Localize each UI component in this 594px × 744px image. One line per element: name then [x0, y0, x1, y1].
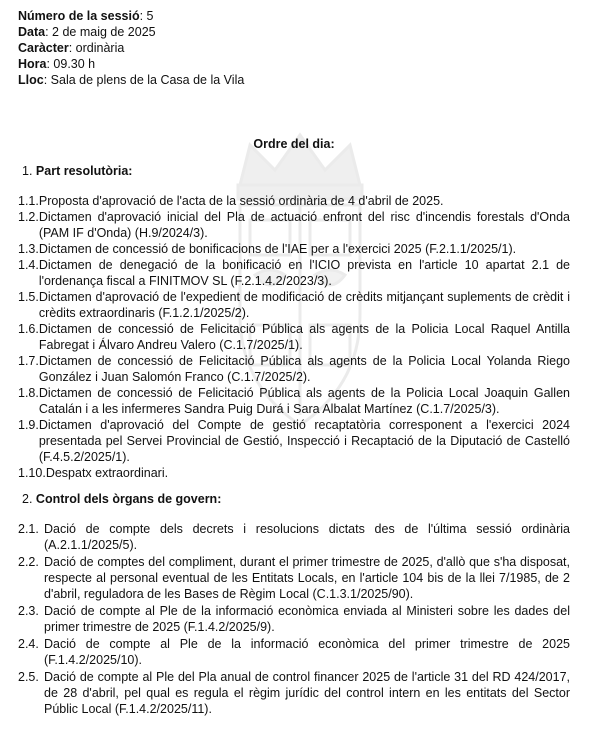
agenda-item-number: 1.6. [18, 322, 39, 336]
agenda-title: Ordre del dia: [253, 137, 335, 151]
agenda-item-number: 2.5. [18, 670, 39, 684]
meta-label: Lloc [18, 73, 44, 87]
agenda-item [18, 636, 570, 668]
agenda-item [18, 289, 570, 321]
agenda-item-number: 1.4. [18, 258, 39, 272]
meta-label: Data [18, 25, 46, 39]
agenda-item-text: Dació de compte al Ple del Pla anual de control financer 2025 de l'article 31 del RD 424/2017, de 28 d'abril, pel qual es regula el règim jurídic del control intern en les entitats del Sector Públic Local (F.1.4.2/2025/11). [44, 670, 570, 716]
meta-label: Hora [18, 57, 47, 71]
agenda-item [18, 603, 570, 635]
agenda-item-text: Dictamen d'aprovació de l'expedient de modificació de crèdits mitjançant suplements de crèdit i crèdits extraordinaris (F.1.2.1/2025/2). [38, 290, 570, 320]
meta-label: Número de la sessió [18, 9, 140, 23]
agenda-item [18, 353, 570, 385]
agenda-item [18, 193, 570, 209]
document-page [18, 8, 570, 718]
meta-session-number [18, 8, 570, 24]
meta-value: : 09.30 h [46, 57, 96, 71]
session-meta [18, 8, 570, 88]
meta-date [18, 24, 570, 40]
section-1-items [18, 193, 570, 481]
agenda-item-number: 2.3. [18, 604, 39, 618]
agenda-item [18, 321, 570, 353]
agenda-item-text: Dació de compte dels decrets i resolucions dictats des de l'última sessió ordinària (A.2.1.1/2025/5). [44, 522, 570, 552]
agenda-item-text: Dació de comptes del compliment, durant el primer trimestre de 2025, d'allò que s'ha disposat, respecte al personal eventual de les Entitats Locals, en l'article 104 bis de la llei 7/1985, de 2 d'abril, reguladora de les Bases de Règim Local (C.1.3.1/2025/90). [44, 555, 570, 601]
meta-value: : 5 [139, 9, 154, 23]
section-2 [18, 491, 570, 717]
agenda-item [18, 521, 570, 553]
agenda-item-number: 1.7. [18, 354, 39, 368]
section-title: Part resolutòria: [35, 164, 133, 178]
agenda-item-text: Dictamen de concessió de Felicitació Pública als agents de la Policia Local Yolanda Riego González i Juan Salomón Franco (C.1.7/2025/2). [38, 354, 570, 384]
agenda-item [18, 385, 570, 417]
agenda-item-text: Dictamen de denegació de la bonificació en l'ICIO prevista en l'article 10 apartat 2.1 de l'ordenança fiscal a FINITMOV SL (F.2.1.4.2/2023/3). [38, 258, 570, 288]
agenda-item-number: 2.1. [18, 522, 39, 536]
section-number: 2. [22, 492, 33, 506]
agenda-item-number: 2.2. [18, 555, 39, 569]
agenda-item [18, 417, 570, 465]
agenda-item-text: Dació de compte al Ple de la informació econòmica enviada al Ministeri sobre les dades del primer trimestre de 2025 (F.1.4.2/2025/9). [44, 604, 570, 634]
agenda-item-number: 1.9. [18, 418, 39, 432]
agenda-item-number: 1.1. [18, 194, 39, 208]
agenda-item [18, 209, 570, 241]
agenda-item-text: Dictamen de concessió de Felicitació Pública als agents de la Policia Local Joaquin Gallen Catalán i a les infermeres Sandra Puig Durá i Sara Albalat Martínez (C.1.7/2025/3). [38, 386, 570, 416]
section-heading [22, 163, 570, 179]
section-title: Control dels òrgans de govern: [35, 492, 222, 506]
agenda-item [18, 554, 570, 602]
agenda-item-text: Dictamen de concessió de Felicitació Pública als agents de la Policia Local Raquel Antilla Fabregat i Álvaro Andreu Valero (C.1.7/2025/1). [38, 322, 570, 352]
agenda-item [18, 257, 570, 289]
meta-value: : ordinària [68, 41, 125, 55]
meta-time [18, 56, 570, 72]
agenda-item-number: 1.3. [18, 242, 39, 256]
section-number: 1. [22, 164, 33, 178]
agenda-item-text: Dictamen d'aprovació inicial del Pla de actuació enfront del risc d'incendis forestals d'Onda (PAM IF d'Onda) (H.9/2024/3). [38, 210, 570, 240]
section-2-items [18, 521, 570, 717]
spacer [18, 481, 570, 491]
agenda-item [18, 465, 570, 481]
meta-value: : Sala de plens de la Casa de la Vila [43, 73, 245, 87]
meta-character [18, 40, 570, 56]
meta-place [18, 72, 570, 88]
section-heading [22, 491, 570, 507]
agenda-item [18, 669, 570, 717]
section-1 [18, 163, 570, 481]
agenda-item-text: Dictamen de concessió de bonificacions de l'IAE per a l'exercici 2025 (F.2.1.1/2025/1). [38, 242, 517, 256]
agenda-item-number: 1.5. [18, 290, 39, 304]
meta-label: Caràcter [18, 41, 69, 55]
agenda-item-text: Dictamen d'aprovació del Compte de gestió recaptatòria corresponent a l'exercici 2024 presentada pel Servei Provincial de Gestió, Inspecció i Recaptació de la Diputació de Castelló (F.4.5.2/2025/1). [38, 418, 570, 464]
agenda-item-number: 2.4. [18, 637, 39, 651]
agenda-item-number: 1.10. [18, 466, 46, 480]
agenda-item [18, 241, 570, 257]
meta-value: : 2 de maig de 2025 [45, 25, 156, 39]
agenda-item-text: Despatx extraordinari. [45, 466, 169, 480]
agenda-item-text: Dació de compte al Ple de la informació econòmica del primer trimestre de 2025 (F.1.4.2/2025/10). [44, 637, 570, 667]
agenda-item-number: 1.8. [18, 386, 39, 400]
agenda-item-number: 1.2. [18, 210, 39, 224]
agenda-item-text: Proposta d'aprovació de l'acta de la sessió ordinària de 4 d'abril de 2025. [38, 194, 444, 208]
